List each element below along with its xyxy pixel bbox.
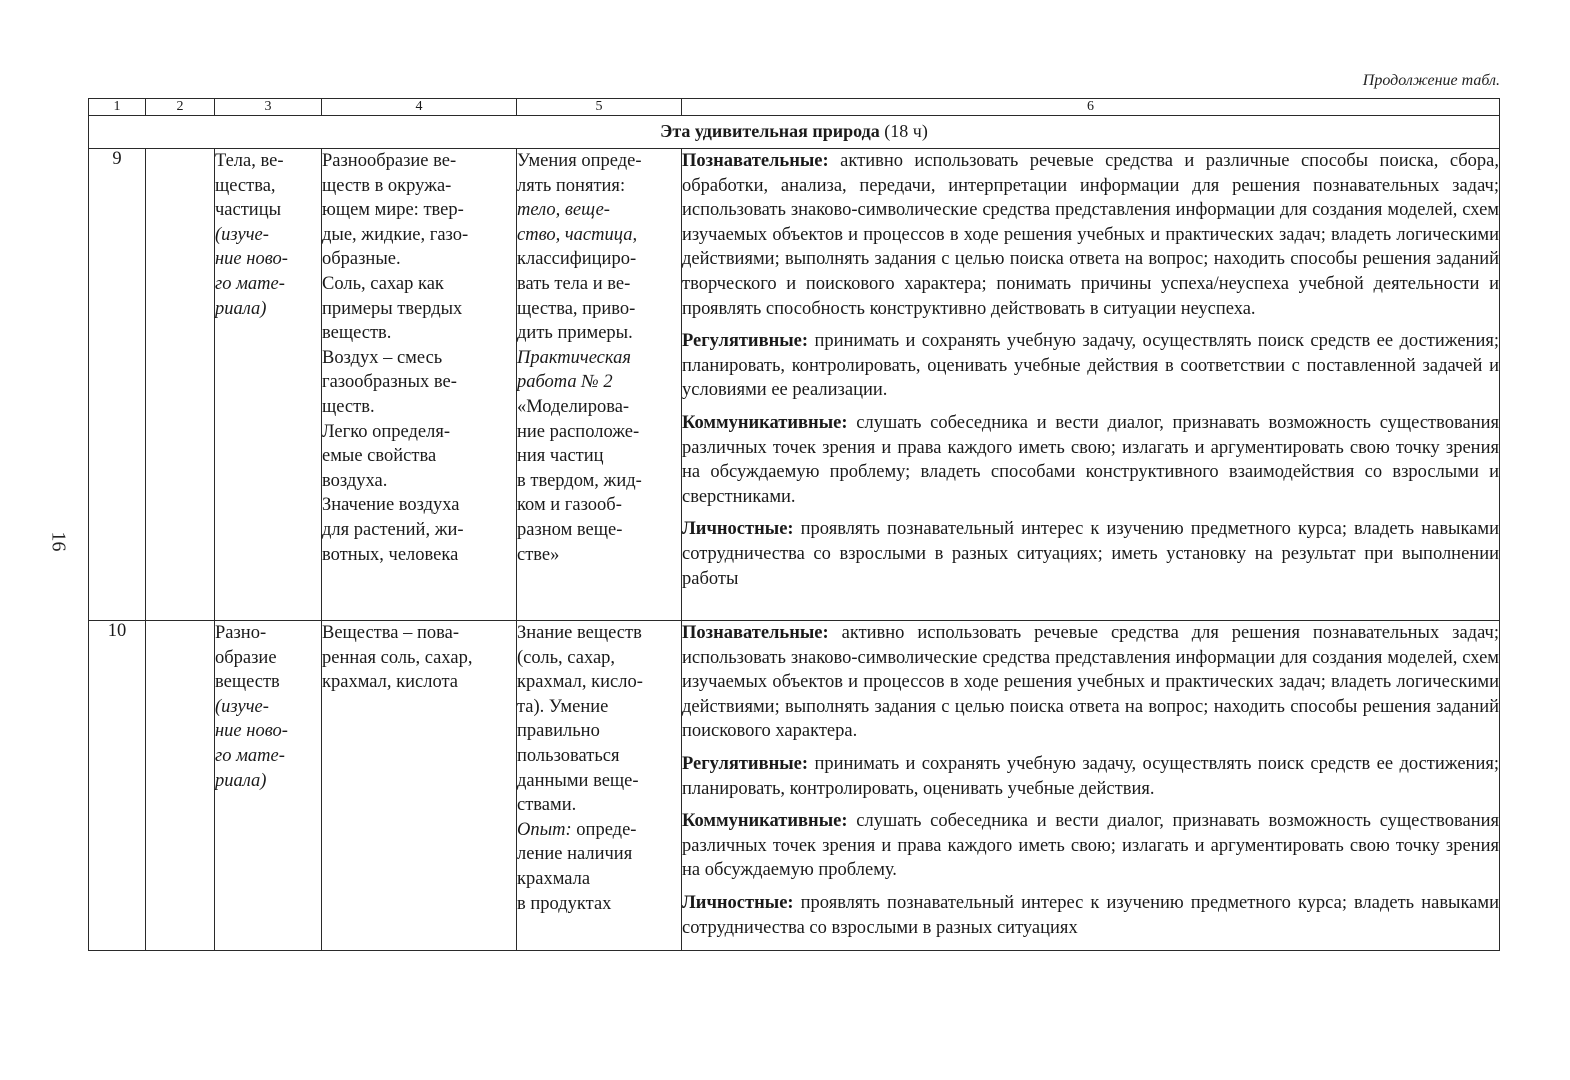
- experiment-label: Опыт:: [517, 819, 572, 840]
- lesson-plan-table: [88, 98, 1500, 951]
- practical-work-title: ние расположе-: [517, 421, 640, 442]
- lesson-number: 10: [89, 621, 146, 951]
- outcome-line: ствами.: [517, 795, 577, 816]
- column-number-row: [89, 99, 1500, 116]
- section-hours: (18 ч): [884, 121, 928, 141]
- uud-label: Личностные:: [682, 519, 794, 540]
- uud-personal: [682, 891, 1499, 940]
- lesson-date-cell: [146, 149, 215, 621]
- lesson-type-line: ние ново-: [215, 249, 288, 270]
- topic-line: частицы: [215, 200, 282, 221]
- lesson-content-cell: [322, 149, 517, 621]
- uud-text: слушать собеседника и вести диалог, признавать возможность существования различных точек зрения и права каждого иметь свою; излагать и аргументировать свою точку зрения на обсуждаемую проблему.: [682, 811, 1500, 881]
- topic-line: щества,: [215, 175, 276, 196]
- outcome-line: классифициро-: [517, 249, 637, 270]
- uud-regulatory: [682, 752, 1499, 801]
- uud-communicative: [682, 411, 1499, 509]
- outcome-line: дить примеры.: [517, 323, 633, 344]
- learning-outcomes-cell: [517, 621, 682, 951]
- content-line: ющем мире: твер-: [322, 200, 464, 221]
- uud-label: Личностные:: [682, 892, 794, 913]
- outcome-terms-line: тело, веще-: [517, 200, 610, 221]
- outcome-line: Знание веществ: [517, 623, 642, 643]
- uud-text: проявлять познавательный интерес к изучению предметного курса; владеть навыками сотрудничества со взрослыми в разных ситуациях; иметь установку на результат при выполнении работы: [682, 519, 1500, 589]
- lesson-topic-cell: [215, 149, 322, 621]
- uud-text: принимать и сохранять учебную задачу, осуществлять поиск средств ее достижения; планировать, контролировать, оценивать учебные действия.: [682, 753, 1499, 799]
- lesson-type-line: риала): [215, 770, 267, 791]
- column-number: 5: [517, 99, 682, 116]
- uud-personal: [682, 517, 1499, 591]
- section-title: Эта удивительная природа: [660, 121, 880, 141]
- content-line: ществ в окружа-: [322, 175, 452, 196]
- uud-regulatory: [682, 329, 1499, 403]
- uud-text: проявлять познавательный интерес к изучению предметного курса; владеть навыками сотрудничества со взрослыми в разных ситуациях: [682, 892, 1500, 938]
- practical-work-title: стве»: [517, 544, 560, 565]
- practical-work-title: в твердом, жид-: [517, 470, 642, 491]
- topic-line: Разно-: [215, 623, 267, 643]
- uud-label: Познавательные:: [682, 151, 829, 171]
- outcome-line: щества, приво-: [517, 298, 636, 319]
- table-row: [89, 621, 1500, 951]
- outcome-line: данными веще-: [517, 770, 639, 791]
- outcome-line: вать тела и ве-: [517, 273, 631, 294]
- content-line: Вещества – пова-: [322, 623, 459, 643]
- column-number: 3: [215, 99, 322, 116]
- content-line: воздуха.: [322, 470, 388, 491]
- content-line: образные.: [322, 249, 401, 270]
- uud-cell: [682, 621, 1500, 951]
- content-line: вотных, человека: [322, 544, 459, 565]
- lesson-type-line: го мате-: [215, 745, 285, 766]
- lesson-type-line: (изуче-: [215, 224, 269, 245]
- lesson-topic-cell: [215, 621, 322, 951]
- content-line: примеры твердых: [322, 298, 463, 319]
- topic-line: образие: [215, 647, 277, 668]
- uud-label: Коммуникативные:: [682, 811, 848, 832]
- content-line: веществ.: [322, 323, 392, 344]
- content-line: для растений, жи-: [322, 519, 464, 540]
- topic-line: Тела, ве-: [215, 151, 284, 171]
- practical-work-title: «Моделирова-: [517, 396, 630, 417]
- lesson-content-cell: [322, 621, 517, 951]
- practical-work-title: ния частиц: [517, 446, 604, 467]
- outcome-terms-line: ство, частица,: [517, 224, 638, 245]
- practical-work-label: Практическая: [517, 347, 631, 368]
- outcome-line: (соль, сахар,: [517, 647, 616, 668]
- continuation-label: Продолжение табл.: [1362, 72, 1500, 89]
- lesson-date-cell: [146, 621, 215, 951]
- column-number: 6: [682, 99, 1500, 116]
- page-number: 16: [47, 531, 70, 552]
- uud-cell: [682, 149, 1500, 621]
- topic-line: веществ: [215, 672, 280, 693]
- experiment-line: в продуктах: [517, 893, 612, 914]
- uud-label: Познавательные:: [682, 623, 829, 643]
- content-line: газообразных ве-: [322, 372, 457, 393]
- lesson-number: 9: [89, 149, 146, 621]
- lesson-type-line: го мате-: [215, 273, 285, 294]
- column-number: 4: [322, 99, 517, 116]
- uud-text: принимать и сохранять учебную задачу, осуществлять поиск средств ее достижения; планировать, контролировать, оценивать учебные действия в соответствии с поставленной задачей и условиями ее реализации.: [682, 331, 1499, 401]
- outcome-line: Умения опреде-: [517, 151, 642, 171]
- section-row: [89, 116, 1500, 149]
- outcome-line: лять понятия:: [517, 175, 626, 196]
- content-line: емые свойства: [322, 446, 437, 467]
- practical-work-title: ком и газооб-: [517, 495, 622, 516]
- experiment-line: крахмала: [517, 868, 591, 889]
- content-line: крахмал, кислота: [322, 672, 458, 693]
- uud-label: Коммуникативные:: [682, 412, 848, 433]
- uud-text: активно использовать речевые средства и различные способы поиска, сбора, обработки, анализа, передачи, интерпретации информации для решения познавательных задач; использовать знаково-символические средства представления информации для создания моделей, схем изучаемых объектов и процессов в ходе решения учебных и практических задач; владеть логическими действиями; выполнять задания с целью поиска ответа на вопрос; находить способы решения заданий творческого и поискового характера; понимать причины успеха/неуспеха учебной деятельности и проявлять способность конструктивно действовать в ситуации неуспеха.: [682, 151, 1499, 319]
- outcome-line: крахмал, кисло-: [517, 672, 643, 693]
- experiment-text: опреде-: [571, 819, 637, 840]
- practical-work-title: разном веще-: [517, 519, 623, 540]
- uud-label: Регулятивные:: [682, 753, 809, 774]
- outcome-line: правильно: [517, 721, 600, 742]
- content-line: Воздух – смесь: [322, 347, 443, 368]
- experiment-line: ление наличия: [517, 844, 633, 865]
- column-number: 1: [89, 99, 146, 116]
- table-row: [89, 149, 1500, 621]
- content-line: Соль, сахар как: [322, 273, 444, 294]
- practical-work-label: работа № 2: [517, 372, 613, 393]
- content-line: Разнообразие ве-: [322, 151, 457, 171]
- content-line: Легко определя-: [322, 421, 451, 442]
- uud-cognitive: [682, 149, 1499, 321]
- column-number: 2: [146, 99, 215, 116]
- learning-outcomes-cell: [517, 149, 682, 621]
- uud-text: слушать собеседника и вести диалог, признавать возможность существования различных точек зрения и права каждого иметь свою; излагать и аргументировать свою точку зрения на обсуждаемую проблему; владеть способами конструктивного взаимодействия со взрослыми и сверстниками.: [682, 412, 1500, 507]
- content-line: ществ.: [322, 396, 375, 417]
- outcome-line: пользоваться: [517, 745, 620, 766]
- lesson-type-line: ние ново-: [215, 721, 288, 742]
- uud-label: Регулятивные:: [682, 331, 809, 352]
- uud-communicative: [682, 809, 1499, 883]
- uud-cognitive: [682, 621, 1499, 744]
- content-line: ренная соль, сахар,: [322, 647, 473, 668]
- uud-text: активно использовать речевые средства для решения познавательных задач; использовать знаково-символические средства представления информации для создания моделей, схем изучаемых объектов и процессов в ходе решения учебных и практических задач; владеть логическими действиями; выполнять задания с целью поиска ответа на вопрос; находить способы решения заданий поискового характера.: [682, 623, 1499, 742]
- experiment-line: [517, 818, 681, 843]
- content-line: дые, жидкие, газо-: [322, 224, 469, 245]
- section-heading: [89, 116, 1500, 149]
- outcome-line: та). Умение: [517, 696, 609, 717]
- lesson-type-line: (изуче-: [215, 696, 269, 717]
- content-line: Значение воздуха: [322, 495, 460, 516]
- lesson-type-line: риала): [215, 298, 267, 319]
